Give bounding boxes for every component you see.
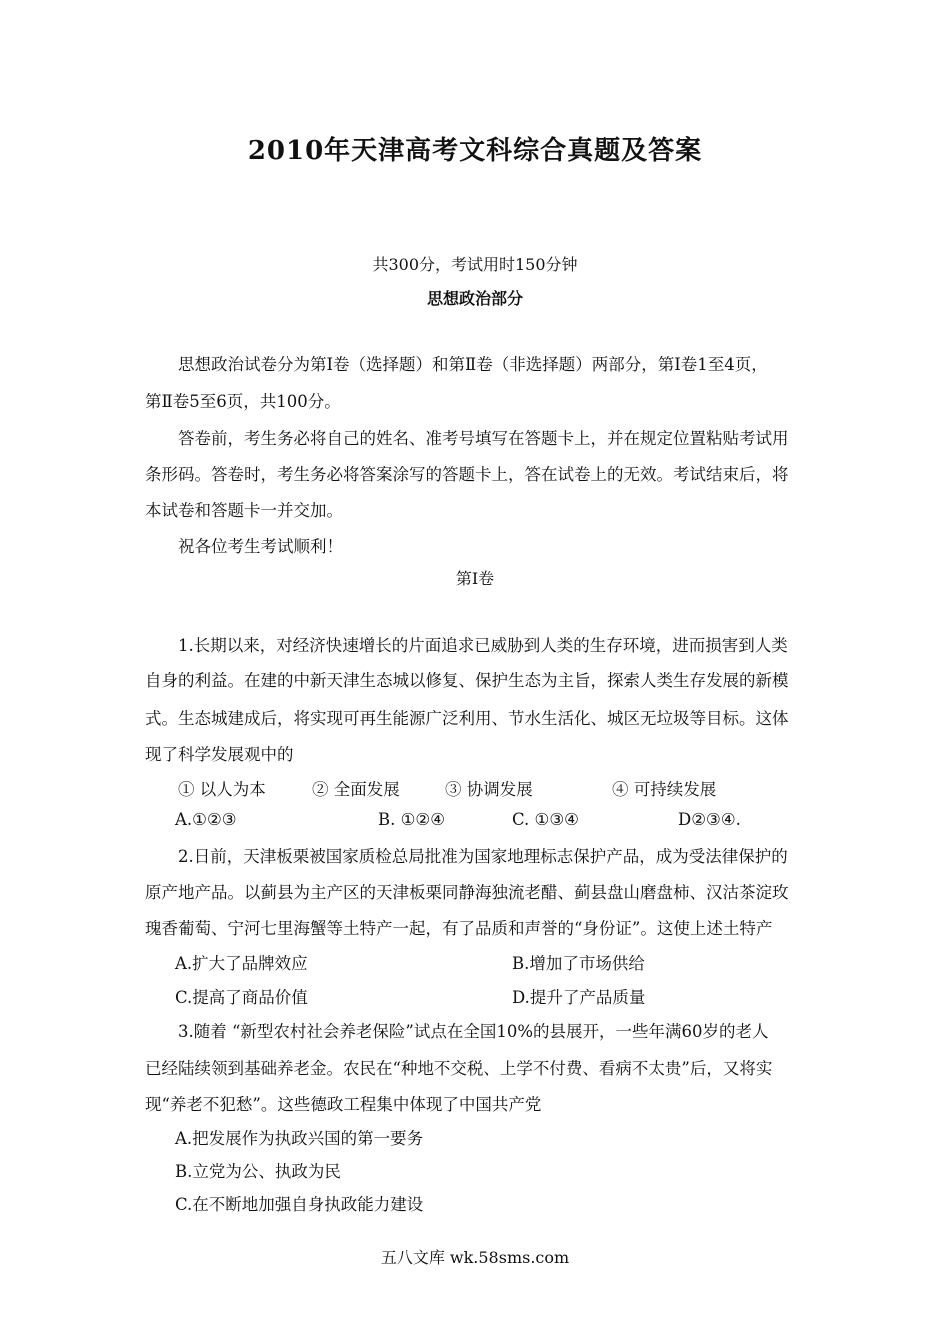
question-1-item: ② 全面发展 bbox=[312, 780, 400, 799]
question-1-option-d: D②③④. bbox=[678, 810, 741, 829]
question-3-stem-end: 现“养老不犯愁”。这些德政工程集中体现了中国共产党 bbox=[145, 1095, 542, 1114]
question-1-option-c: C. ①③④ bbox=[512, 810, 579, 829]
question-3-stem-cont: 已经陆续领到基础养老金。农民在“种地不交税、上学不付费、看病不太贵”后，又将实 bbox=[145, 1059, 773, 1078]
question-1-item: ① 以人为本 bbox=[178, 780, 266, 799]
exam-info: 共300分，考试用时150分钟 bbox=[372, 255, 578, 274]
intro-paragraph-1-cont: 第Ⅱ卷5至6页，共100分。 bbox=[145, 392, 341, 411]
intro-paragraph-2: 答卷前，考生务必将自己的姓名、准考号填写在答题卡上，并在规定位置粘贴考试用 bbox=[178, 429, 789, 448]
volume-label: 第Ⅰ卷 bbox=[455, 569, 495, 588]
document-title: 2010年天津高考文科综合真题及答案 bbox=[247, 136, 703, 166]
question-2-option-b: B.增加了市场供给 bbox=[512, 954, 645, 973]
intro-paragraph-3: 祝各位考生考试顺利！ bbox=[178, 537, 343, 556]
intro-paragraph-1: 思想政治试卷分为第Ⅰ卷（选择题）和第Ⅱ卷（非选择题）两部分，第Ⅰ卷1至4页， bbox=[178, 355, 768, 374]
question-2-option-d: D.提升了产品质量 bbox=[512, 988, 646, 1007]
question-3-option-b: B.立党为公、执政为民 bbox=[175, 1162, 341, 1181]
question-1-stem-cont: 式。生态城建成后，将实现可再生能源广泛利用、节水生活化、城区无垃圾等目标。这体 bbox=[145, 709, 789, 728]
question-2-stem-cont: 原产地产品。以蓟县为主产区的天津板栗同静海独流老醋、蓟县盘山磨盘柿、汉沽茶淀玫 bbox=[145, 883, 789, 902]
question-1-option-a: A.①②③ bbox=[175, 810, 237, 829]
intro-paragraph-2-cont: 条形码。答卷时，考生务必将答案涂写的答题卡上，答在试卷上的无效。考试结束后，将 bbox=[145, 465, 789, 484]
section-title: 思想政治部分 bbox=[426, 289, 523, 308]
intro-paragraph-2-end: 本试卷和答题卡一并交加。 bbox=[145, 501, 343, 520]
question-1-stem: 1.长期以来，对经济快速增长的片面追求已威胁到人类的生存环境，进而损害到人类 bbox=[178, 636, 788, 655]
question-2-stem: 2.日前，天津板栗被国家质检总局批准为国家地理标志保护产品，成为受法律保护的 bbox=[178, 847, 788, 866]
footer-watermark: 五八文库 wk.58sms.com bbox=[380, 1248, 570, 1267]
question-2-option-c: C.提高了商品价值 bbox=[175, 988, 308, 1007]
question-1-stem-end: 现了科学发展观中的 bbox=[145, 745, 294, 764]
question-2-option-a: A.扩大了品牌效应 bbox=[175, 954, 308, 973]
question-1-option-b: B. ①②④ bbox=[378, 810, 445, 829]
question-1-item: ③ 协调发展 bbox=[445, 780, 533, 799]
question-1-stem-cont: 自身的利益。在建的中新天津生态城以修复、保护生态为主旨，探索人类生存发展的新模 bbox=[145, 671, 789, 690]
question-3-stem: 3.随着 “新型农村社会养老保险”试点在全国10%的县展开，一些年满60岁的老人 bbox=[178, 1022, 769, 1041]
question-3-option-a: A.把发展作为执政兴国的第一要务 bbox=[175, 1129, 424, 1148]
question-3-option-c: C.在不断地加强自身执政能力建设 bbox=[175, 1195, 424, 1214]
question-2-stem-end: 瑰香葡萄、宁河七里海蟹等土特产一起，有了品质和声誉的“身份证”。这使上述土特产 bbox=[145, 919, 773, 938]
question-1-item: ④ 可持续发展 bbox=[612, 780, 717, 799]
